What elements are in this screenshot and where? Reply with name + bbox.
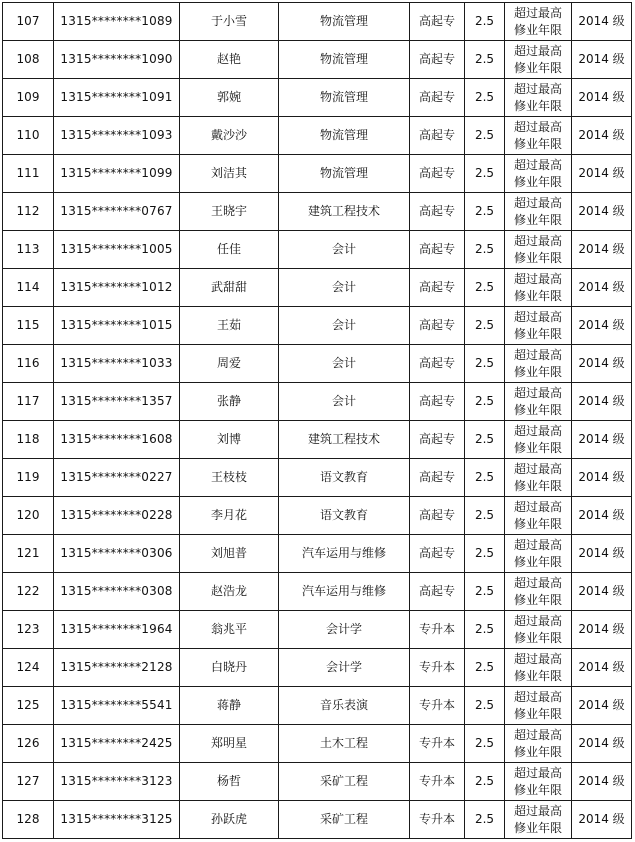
student-name-cell: 赵浩龙 [180, 573, 279, 611]
grade-cell: 2014 级 [572, 383, 632, 421]
grade-cell: 2014 级 [572, 307, 632, 345]
major-cell: 物流管理 [279, 155, 410, 193]
level-cell: 专升本 [410, 801, 465, 839]
major-cell: 会计学 [279, 649, 410, 687]
row-number-cell: 115 [3, 307, 54, 345]
table-row [3, 535, 632, 573]
status-line-1: 超过最高 [513, 537, 562, 552]
status-line-2: 修业年限 [513, 326, 562, 341]
status-line-2: 修业年限 [513, 136, 562, 151]
row-number-cell: 113 [3, 231, 54, 269]
student-id-cell: 1315********1091 [54, 79, 180, 117]
status-cell [505, 155, 572, 193]
student-id-cell: 1315********1093 [54, 117, 180, 155]
row-number-cell: 114 [3, 269, 54, 307]
level-cell: 高起专 [410, 497, 465, 535]
study-years-cell: 2.5 [465, 383, 505, 421]
grade-cell: 2014 级 [572, 763, 632, 801]
major-cell: 物流管理 [279, 117, 410, 155]
study-years-cell: 2.5 [465, 497, 505, 535]
student-name-cell: 张静 [180, 383, 279, 421]
study-years-cell: 2.5 [465, 459, 505, 497]
major-cell: 物流管理 [279, 79, 410, 117]
level-cell: 高起专 [410, 3, 465, 41]
student-id-cell: 1315********1015 [54, 307, 180, 345]
status-cell [505, 611, 572, 649]
study-years-cell: 2.5 [465, 763, 505, 801]
row-number-cell: 107 [3, 3, 54, 41]
grade-cell: 2014 级 [572, 117, 632, 155]
status-line-2: 修业年限 [513, 174, 562, 189]
status-cell [505, 193, 572, 231]
student-name-cell: 孙跃虎 [180, 801, 279, 839]
level-cell: 高起专 [410, 383, 465, 421]
row-number-cell: 121 [3, 535, 54, 573]
level-cell: 专升本 [410, 763, 465, 801]
student-name-cell: 周爱 [180, 345, 279, 383]
study-years-cell: 2.5 [465, 725, 505, 763]
row-number-cell: 116 [3, 345, 54, 383]
student-id-cell: 1315********5541 [54, 687, 180, 725]
table-row [3, 307, 632, 345]
row-number-cell: 119 [3, 459, 54, 497]
status-cell [505, 573, 572, 611]
status-line-2: 修业年限 [513, 22, 562, 37]
status-line-2: 修业年限 [513, 212, 562, 227]
grade-cell: 2014 级 [572, 801, 632, 839]
level-cell: 高起专 [410, 269, 465, 307]
table-row [3, 383, 632, 421]
status-line-2: 修业年限 [513, 820, 562, 835]
row-number-cell: 108 [3, 41, 54, 79]
level-cell: 专升本 [410, 611, 465, 649]
student-name-cell: 蒋静 [180, 687, 279, 725]
student-name-cell: 刘旭普 [180, 535, 279, 573]
row-number-cell: 111 [3, 155, 54, 193]
study-years-cell: 2.5 [465, 649, 505, 687]
level-cell: 高起专 [410, 345, 465, 383]
major-cell: 建筑工程技术 [279, 193, 410, 231]
row-number-cell: 124 [3, 649, 54, 687]
study-years-cell: 2.5 [465, 193, 505, 231]
status-line-1: 超过最高 [513, 613, 562, 628]
table-row [3, 79, 632, 117]
row-number-cell: 126 [3, 725, 54, 763]
row-number-cell: 117 [3, 383, 54, 421]
study-years-cell: 2.5 [465, 573, 505, 611]
study-years-cell: 2.5 [465, 535, 505, 573]
table-row [3, 801, 632, 839]
major-cell: 音乐表演 [279, 687, 410, 725]
status-cell [505, 41, 572, 79]
row-number-cell: 112 [3, 193, 54, 231]
status-line-1: 超过最高 [513, 765, 562, 780]
level-cell: 高起专 [410, 79, 465, 117]
status-line-1: 超过最高 [513, 309, 562, 324]
table-row [3, 117, 632, 155]
study-years-cell: 2.5 [465, 231, 505, 269]
status-line-1: 超过最高 [513, 461, 562, 476]
status-line-2: 修业年限 [513, 630, 562, 645]
grade-cell: 2014 级 [572, 459, 632, 497]
major-cell: 会计 [279, 269, 410, 307]
status-line-1: 超过最高 [513, 347, 562, 362]
grade-cell: 2014 级 [572, 41, 632, 79]
study-years-cell: 2.5 [465, 421, 505, 459]
level-cell: 高起专 [410, 41, 465, 79]
grade-cell: 2014 级 [572, 269, 632, 307]
level-cell: 高起专 [410, 155, 465, 193]
status-line-2: 修业年限 [513, 60, 562, 75]
row-number-cell: 123 [3, 611, 54, 649]
table-row [3, 763, 632, 801]
study-years-cell: 2.5 [465, 611, 505, 649]
level-cell: 高起专 [410, 573, 465, 611]
status-cell [505, 497, 572, 535]
student-id-cell: 1315********1005 [54, 231, 180, 269]
major-cell: 会计 [279, 231, 410, 269]
level-cell: 高起专 [410, 117, 465, 155]
table-row [3, 573, 632, 611]
status-line-1: 超过最高 [513, 119, 562, 134]
row-number-cell: 125 [3, 687, 54, 725]
major-cell: 采矿工程 [279, 801, 410, 839]
status-line-1: 超过最高 [513, 651, 562, 666]
study-years-cell: 2.5 [465, 155, 505, 193]
study-years-cell: 2.5 [465, 79, 505, 117]
student-id-cell: 1315********3123 [54, 763, 180, 801]
student-id-cell: 1315********0227 [54, 459, 180, 497]
student-id-cell: 1315********2425 [54, 725, 180, 763]
student-name-cell: 刘洁其 [180, 155, 279, 193]
major-cell: 会计 [279, 383, 410, 421]
grade-cell: 2014 级 [572, 345, 632, 383]
table-row [3, 3, 632, 41]
table-row [3, 725, 632, 763]
status-cell [505, 3, 572, 41]
student-name-cell: 王茹 [180, 307, 279, 345]
status-line-1: 超过最高 [513, 271, 562, 286]
major-cell: 汽车运用与维修 [279, 535, 410, 573]
major-cell: 土木工程 [279, 725, 410, 763]
row-number-cell: 110 [3, 117, 54, 155]
student-name-cell: 刘博 [180, 421, 279, 459]
grade-cell: 2014 级 [572, 79, 632, 117]
level-cell: 高起专 [410, 421, 465, 459]
student-table [2, 2, 632, 839]
level-cell: 高起专 [410, 231, 465, 269]
status-cell [505, 421, 572, 459]
status-line-2: 修业年限 [513, 744, 562, 759]
status-line-2: 修业年限 [513, 668, 562, 683]
table-row [3, 649, 632, 687]
student-id-cell: 1315********1964 [54, 611, 180, 649]
status-line-2: 修业年限 [513, 440, 562, 455]
major-cell: 采矿工程 [279, 763, 410, 801]
row-number-cell: 127 [3, 763, 54, 801]
status-cell [505, 269, 572, 307]
status-line-2: 修业年限 [513, 364, 562, 379]
status-line-1: 超过最高 [513, 81, 562, 96]
status-line-1: 超过最高 [513, 157, 562, 172]
study-years-cell: 2.5 [465, 3, 505, 41]
status-line-2: 修业年限 [513, 478, 562, 493]
status-line-1: 超过最高 [513, 689, 562, 704]
level-cell: 高起专 [410, 535, 465, 573]
status-cell [505, 459, 572, 497]
table-row [3, 193, 632, 231]
student-id-cell: 1315********1608 [54, 421, 180, 459]
student-name-cell: 任佳 [180, 231, 279, 269]
student-id-cell: 1315********0308 [54, 573, 180, 611]
grade-cell: 2014 级 [572, 3, 632, 41]
status-line-1: 超过最高 [513, 499, 562, 514]
status-line-2: 修业年限 [513, 554, 562, 569]
status-cell [505, 725, 572, 763]
level-cell: 专升本 [410, 725, 465, 763]
student-id-cell: 1315********1090 [54, 41, 180, 79]
table-row [3, 41, 632, 79]
student-name-cell: 郑明星 [180, 725, 279, 763]
status-line-2: 修业年限 [513, 516, 562, 531]
status-line-1: 超过最高 [513, 575, 562, 590]
major-cell: 物流管理 [279, 41, 410, 79]
row-number-cell: 122 [3, 573, 54, 611]
table-row [3, 687, 632, 725]
student-name-cell: 王晓宇 [180, 193, 279, 231]
student-id-cell: 1315********0306 [54, 535, 180, 573]
grade-cell: 2014 级 [572, 687, 632, 725]
student-name-cell: 李月花 [180, 497, 279, 535]
status-line-1: 超过最高 [513, 803, 562, 818]
student-id-cell: 1315********1033 [54, 345, 180, 383]
study-years-cell: 2.5 [465, 345, 505, 383]
student-id-cell: 1315********3125 [54, 801, 180, 839]
row-number-cell: 120 [3, 497, 54, 535]
status-cell [505, 117, 572, 155]
level-cell: 高起专 [410, 459, 465, 497]
status-line-1: 超过最高 [513, 233, 562, 248]
student-name-cell: 翁兆平 [180, 611, 279, 649]
study-years-cell: 2.5 [465, 801, 505, 839]
major-cell: 语文教育 [279, 459, 410, 497]
status-line-2: 修业年限 [513, 592, 562, 607]
status-line-1: 超过最高 [513, 43, 562, 58]
status-line-1: 超过最高 [513, 195, 562, 210]
status-line-2: 修业年限 [513, 782, 562, 797]
status-line-2: 修业年限 [513, 402, 562, 417]
status-cell [505, 763, 572, 801]
level-cell: 专升本 [410, 649, 465, 687]
student-id-cell: 1315********1012 [54, 269, 180, 307]
student-id-cell: 1315********0228 [54, 497, 180, 535]
status-line-2: 修业年限 [513, 250, 562, 265]
student-name-cell: 武甜甜 [180, 269, 279, 307]
table-row [3, 421, 632, 459]
grade-cell: 2014 级 [572, 611, 632, 649]
major-cell: 建筑工程技术 [279, 421, 410, 459]
table-row [3, 231, 632, 269]
student-name-cell: 郭婉 [180, 79, 279, 117]
student-id-cell: 1315********1099 [54, 155, 180, 193]
status-cell [505, 649, 572, 687]
grade-cell: 2014 级 [572, 155, 632, 193]
grade-cell: 2014 级 [572, 535, 632, 573]
status-line-1: 超过最高 [513, 423, 562, 438]
table-row [3, 497, 632, 535]
row-number-cell: 109 [3, 79, 54, 117]
student-name-cell: 杨哲 [180, 763, 279, 801]
table-row [3, 345, 632, 383]
grade-cell: 2014 级 [572, 421, 632, 459]
table-row [3, 611, 632, 649]
student-id-cell: 1315********1089 [54, 3, 180, 41]
study-years-cell: 2.5 [465, 269, 505, 307]
student-name-cell: 于小雪 [180, 3, 279, 41]
level-cell: 专升本 [410, 687, 465, 725]
status-line-2: 修业年限 [513, 288, 562, 303]
student-name-cell: 白晓丹 [180, 649, 279, 687]
status-line-1: 超过最高 [513, 727, 562, 742]
table-row [3, 155, 632, 193]
student-name-cell: 赵艳 [180, 41, 279, 79]
grade-cell: 2014 级 [572, 497, 632, 535]
study-years-cell: 2.5 [465, 117, 505, 155]
status-cell [505, 383, 572, 421]
table-row [3, 269, 632, 307]
status-cell [505, 307, 572, 345]
status-cell [505, 345, 572, 383]
major-cell: 语文教育 [279, 497, 410, 535]
grade-cell: 2014 级 [572, 231, 632, 269]
study-years-cell: 2.5 [465, 307, 505, 345]
table-body [3, 3, 632, 839]
major-cell: 会计学 [279, 611, 410, 649]
status-cell [505, 801, 572, 839]
major-cell: 汽车运用与维修 [279, 573, 410, 611]
level-cell: 高起专 [410, 193, 465, 231]
status-cell [505, 231, 572, 269]
grade-cell: 2014 级 [572, 649, 632, 687]
status-line-1: 超过最高 [513, 385, 562, 400]
status-line-2: 修业年限 [513, 98, 562, 113]
row-number-cell: 128 [3, 801, 54, 839]
student-name-cell: 戴沙沙 [180, 117, 279, 155]
grade-cell: 2014 级 [572, 193, 632, 231]
status-line-2: 修业年限 [513, 706, 562, 721]
level-cell: 高起专 [410, 307, 465, 345]
grade-cell: 2014 级 [572, 573, 632, 611]
table-row [3, 459, 632, 497]
status-cell [505, 535, 572, 573]
row-number-cell: 118 [3, 421, 54, 459]
study-years-cell: 2.5 [465, 41, 505, 79]
student-id-cell: 1315********2128 [54, 649, 180, 687]
major-cell: 会计 [279, 307, 410, 345]
major-cell: 物流管理 [279, 3, 410, 41]
status-line-1: 超过最高 [513, 5, 562, 20]
student-id-cell: 1315********1357 [54, 383, 180, 421]
status-cell [505, 79, 572, 117]
grade-cell: 2014 级 [572, 725, 632, 763]
study-years-cell: 2.5 [465, 687, 505, 725]
major-cell: 会计 [279, 345, 410, 383]
student-id-cell: 1315********0767 [54, 193, 180, 231]
status-cell [505, 687, 572, 725]
student-name-cell: 王枝枝 [180, 459, 279, 497]
